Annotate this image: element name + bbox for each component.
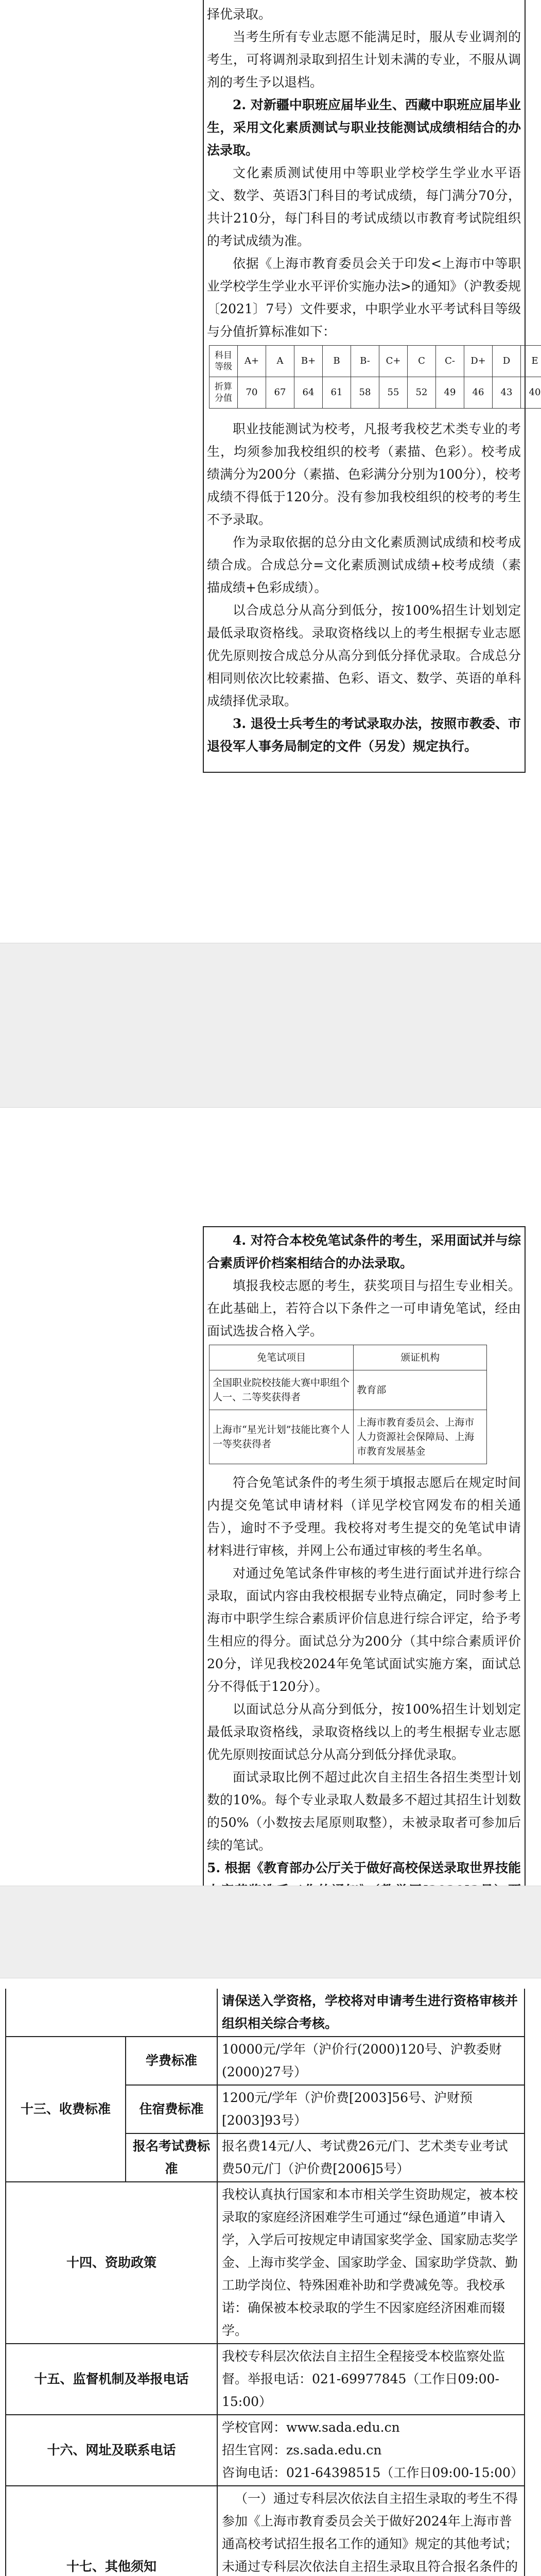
page-gap (0, 943, 541, 1108)
document-page-2 (0, 1108, 541, 1886)
table-cell: 40 (521, 377, 541, 409)
note-item: （一）通过专科层次依法自主招生录取的考生不得参加《上海市教育委员会关于做好2024年上海市普通高校考试招生报名工作的通知》规定的其他考试；未通过专科层次依法自主招生录取且符合报名条件的 (222, 2487, 520, 2576)
phone-line: 咨询电话：021-64398515（工作日09:00-15:00） (222, 2462, 520, 2484)
table-cell: 1200元/学年（沪价费[2003]56号、沪财预[2003]93号） (217, 2085, 525, 2133)
table-cell: D+ (464, 346, 493, 377)
clause-5-heading: 5. 根据《教育部办公厅关于做好高校保送录取世界技能 (207, 1857, 521, 1970)
table-cell: 46 (464, 377, 493, 409)
table-cell: E (521, 346, 541, 377)
document-page-1 (0, 0, 541, 943)
table-cell (217, 2486, 525, 2576)
website-line: 学校官网：www.sada.edu.cn (222, 2416, 520, 2439)
supervision-label: 十五、监督机制及举报电话 (6, 2344, 217, 2415)
table-row (6, 2037, 525, 2085)
table-cell: 报名考试费标准 (126, 2133, 217, 2182)
table-row (210, 1370, 487, 1410)
document-page-3 (0, 1978, 541, 2332)
table-row (6, 2344, 525, 2415)
grade-conversion-table (209, 345, 541, 409)
paragraph: 对通过免笔试条件审核的考生进行面试并进行综合录取，面试内容由我校根据专业特点确定，同时参考上海市中职学生综合素质评价信息进行综合评定，给予考生相应的得分。面试总分为200分（其中综合素质评价20分，详见我校2024年免笔试面试实施方案，面试总分不得低于120分）。 (207, 1562, 521, 1698)
paragraph: 当考生所有专业志愿不能满足时，服从专业调剂的考生，可将调剂录取到招生计划未满的专业，不服从调剂的考生予以退档。 (207, 26, 521, 94)
table-cell: A+ (238, 346, 266, 377)
table-cell: 住宿费标准 (126, 2085, 217, 2133)
clause-2-heading: 2. 对新疆中职班应届毕业生、西藏中职班应届毕业生，采用文化素质测试与职业技能测试成绩相结合的办法录取。 (207, 94, 521, 162)
table-cell: B+ (294, 346, 323, 377)
table-cell: B (323, 346, 351, 377)
table-cell: D (493, 346, 521, 377)
paragraph: 文化素质测试使用中等职业学校学生学业水平语文、数学、英语3门科目的考试成绩，每门满分70分，共计210分，每门科目的考试成绩以市教育考试院组织的考试成绩为准。 (207, 162, 521, 252)
table-cell: 报名费14元/人、考试费26元/门、艺术类专业考试费50元/门（沪价费[2006]5号） (217, 2133, 525, 2182)
table-cell: 科目等级 (210, 346, 238, 377)
aid-label: 十四、资助政策 (6, 2182, 217, 2344)
table-cell: A (266, 346, 294, 377)
table-cell: 教育部 (354, 1370, 487, 1410)
table-cell: 67 (266, 377, 294, 409)
table-border-left (203, 0, 204, 773)
admission-site-line: 招生官网：zs.sada.edu.cn (222, 2439, 520, 2462)
table-row (6, 2182, 525, 2344)
table-row (210, 1345, 487, 1370)
table-border-left (203, 1226, 204, 1886)
table-row (6, 1989, 525, 2037)
table-cell: 上海市“星光计划”技能比赛个人一等奖获得者 (210, 1410, 354, 1464)
paragraph: 择优录取。 (207, 3, 521, 26)
table-border-right (525, 1226, 526, 1886)
admission-rules-part-1 (207, 3, 521, 758)
table-cell: 颁证机构 (354, 1345, 487, 1370)
paragraph: 面试录取比例不超过此次自主招生各招生类型计划数的10%。每个专业录取人数最多不超过其招生计划数的50%（小数按去尾原则取整），未被录取者可参加后续的笔试。 (207, 1766, 521, 1857)
table-cell: 55 (379, 377, 408, 409)
table-cell (6, 1989, 217, 2037)
paragraph: 依据《上海市教育委员会关于印发<上海市中等职业学校学生学业水平评价实施办法>的通知》（沪教委规〔2021〕7号）文件要求，中职学业水平考试科目等级与分值折算标准如下： (207, 252, 521, 343)
admission-rules-part-2 (207, 1229, 521, 1970)
table-border-top (203, 1226, 526, 1227)
paragraph: 符合免笔试条件的考生须于填报志愿后在规定时间内提交免笔试申请材料（详见学校官网发布的相关通告），逾时不予受理。我校将对考生提交的免笔试申请材料进行审核，并网上公布通过审核的考生名单。 (207, 1471, 521, 1562)
table-cell: B- (351, 346, 379, 377)
paragraph: 以合成总分从高分到低分，按100%招生计划划定最低录取资格线。录取资格线以上的考生根据专业志愿优先原则按合成总分从高分到低分择优录取。合成总分相同则依次比较素描、色彩、语文、数学、英语的单科成绩择优录取。 (207, 599, 521, 713)
notes-label: 十七、其他须知 (6, 2486, 217, 2576)
table-cell: 43 (493, 377, 521, 409)
table-cell: 免笔试项目 (210, 1345, 354, 1370)
table-row (6, 2415, 525, 2486)
table-cell: 折算分值 (210, 377, 238, 409)
table-border-bottom (203, 772, 526, 773)
table-cell: C (408, 346, 436, 377)
table-cell: 52 (408, 377, 436, 409)
table-cell: 49 (436, 377, 464, 409)
clause-4-heading: 4. 对符合本校免笔试条件的考生，采用面试并与综合素质评价档案相结合的办法录取。 (207, 1229, 521, 1275)
table-row (210, 377, 541, 409)
clause-3-heading: 3. 退役士兵考生的考试录取办法，按照市教委、市退役军人事务局制定的文件（另发）规定执行。 (207, 713, 521, 758)
table-cell (217, 2415, 525, 2486)
table-cell: 70 (238, 377, 266, 409)
table-cell: 61 (323, 377, 351, 409)
table-cell: 上海市教育委员会、上海市人力资源社会保障局、上海市教育发展基金 (354, 1410, 487, 1464)
table-cell: C- (436, 346, 464, 377)
contact-label: 十六、网址及联系电话 (6, 2415, 217, 2486)
table-cell: 10000元/学年（沪价行(2000)120号、沪教委财(2000)27号） (217, 2037, 525, 2085)
table-row (6, 2486, 525, 2576)
exemption-table (209, 1345, 487, 1464)
table-row (210, 346, 541, 377)
charter-table (5, 1989, 525, 2576)
table-cell: 我校专科层次依法自主招生全程接受本校监察处监督。举报电话：021-69977845（工作日09:00-15:00） (217, 2344, 525, 2415)
table-row (210, 1410, 487, 1464)
table-cell: 请保送入学资格，学校将对申请考生进行资格审核并组织相关综合考核。 (217, 1989, 525, 2037)
table-cell: 58 (351, 377, 379, 409)
paragraph: 以面试总分从高分到低分，按100%招生计划划定最低录取资格线，录取资格线以上的考生根据专业志愿优先原则按面试总分从高分到低分择优录取。 (207, 1698, 521, 1766)
paragraph: 职业技能测试为校考，凡报考我校艺术类专业的考生，均须参加我校组织的校考（素描、色彩）。校考成绩满分为200分（素描、色彩满分分别为100分），校考成绩不得低于120分。没有参加我校组织的校考的考生不予录取。 (207, 418, 521, 531)
paragraph: 填报我校志愿的考生，获奖项目与招生专业相关。在此基础上，若符合以下条件之一可申请免笔试，经由面试选拔合格入学。 (207, 1275, 521, 1343)
page-gap (0, 1886, 541, 1978)
table-cell: C+ (379, 346, 408, 377)
table-cell: 我校认真执行国家和本市相关学生资助规定，被本校录取的家庭经济困难学生可通过“绿色通道”申请入学，入学后可按规定申请国家奖学金、国家励志奖学金、上海市奖学金、国家助学金、国家助学贷款、勤工助学岗位、特殊困难补助和学费减免等。我校承诺：确保被本校录取的学生不因家庭经济困难而辍学。 (217, 2182, 525, 2344)
table-cell: 64 (294, 377, 323, 409)
fees-label: 十三、收费标准 (6, 2037, 126, 2182)
table-cell: 全国职业院校技能大赛中职组个人一、二等奖获得者 (210, 1370, 354, 1410)
paragraph: 作为录取依据的总分由文化素质测试成绩和校考成绩合成。合成总分=文化素质测试成绩+校考成绩（素描成绩+色彩成绩）。 (207, 531, 521, 599)
table-cell: 学费标准 (126, 2037, 217, 2085)
